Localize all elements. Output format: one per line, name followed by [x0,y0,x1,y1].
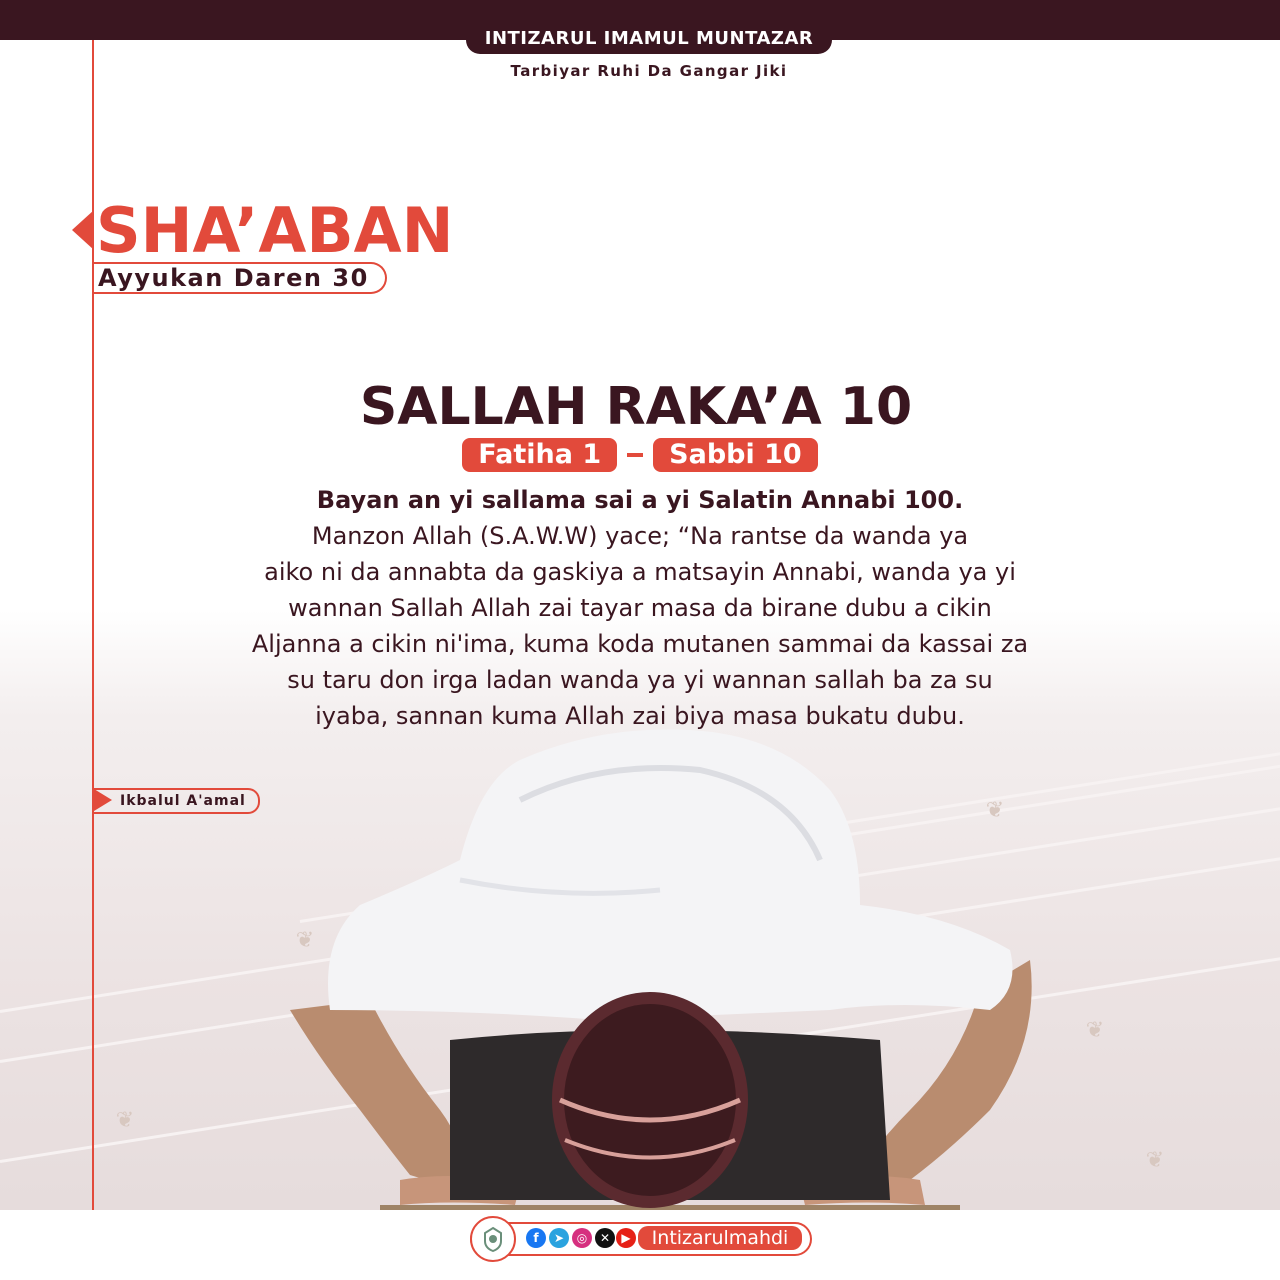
sabbi-pill: Sabbi 10 [653,438,818,472]
rug-ornament-icon: ❦ [115,1108,135,1133]
brand-tagline: Tarbiyar Ruhi Da Gangar Jiki [510,62,788,80]
rug-ornament-icon: ❦ [295,928,315,953]
social-handle[interactable]: Intizarulmahdi [638,1226,802,1250]
day-label: Ayyukan Daren 30 [94,262,387,294]
hadith-line: wannan Sallah Allah zai tayar masa da birane dubu a cikin [288,594,992,622]
instruction-text [200,482,1080,734]
rug-ornament-icon: ❦ [1085,1018,1105,1043]
month-marker-icon [72,210,94,250]
youtube-icon[interactable]: ▶ [616,1228,636,1248]
facebook-icon[interactable]: f [526,1228,546,1248]
instruction-lead: Bayan an yi sallama sai a yi Salatin Annabi 100. [316,486,964,514]
instagram-icon[interactable]: ◎ [572,1228,592,1248]
emblem-icon [470,1216,516,1262]
recitation-pills [0,438,1280,472]
source-tag: Ikbalul A'amal [94,788,260,814]
x-icon[interactable]: ✕ [595,1228,615,1248]
hadith-line: iyaba, sannan kuma Allah zai biya masa bukatu dubu. [315,702,965,730]
fatiha-pill: Fatiha 1 [462,438,617,472]
hadith-line: su taru don irga ladan wanda ya yi wannan sallah ba za su [287,666,993,694]
prayer-title: SALLAH RAKA’A 10 [359,377,913,437]
brand-title: INTIZARUL IMAMUL MUNTAZAR [466,22,832,54]
pill-separator [627,453,643,457]
telegram-icon[interactable]: ➤ [549,1228,569,1248]
month-title: SHA’ABAN [96,194,454,267]
source-arrow-icon [94,789,112,811]
rug-ornament-icon: ❦ [1145,1148,1165,1173]
rug-ornament-icon: ❦ [985,798,1005,823]
hadith-line: Aljanna a cikin ni'ima, kuma koda mutanen sammai da kassai za [251,630,1029,658]
hadith-line: aiko ni da annabta da gaskiya a matsayin Annabi, wanda ya yi [264,558,1016,586]
hadith-line: Manzon Allah (S.A.W.W) yace; “Na rantse da wanda ya [311,522,969,550]
